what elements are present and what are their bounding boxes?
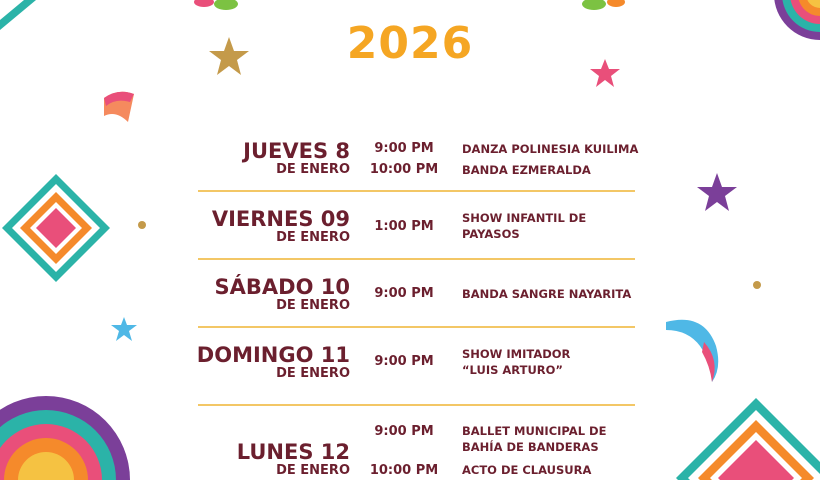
day-label: SÁBADO 10 [214, 275, 350, 299]
dot [752, 280, 762, 290]
event-title: BANDA EZMERALDA [462, 163, 591, 177]
event-time: 9:00 PM [374, 286, 434, 301]
event-title: SHOW IMITADOR “LUIS ARTURO” [462, 347, 571, 377]
event-time: 10:00 PM [369, 463, 439, 478]
day-label: LUNES 12 [236, 440, 350, 464]
event-title: BALLET MUNICIPAL DE BAHÍA DE BANDERAS [462, 424, 607, 454]
star-icon [696, 172, 738, 212]
event-time: 9:00 PM [374, 141, 434, 156]
event-title: DANZA POLINESIA KUILIMA [462, 142, 639, 156]
day-label: JUEVES 8 [243, 139, 350, 163]
dot [137, 220, 147, 230]
event-time: 10:00 PM [369, 162, 439, 177]
month-label: DE ENERO [276, 298, 350, 313]
divider [198, 258, 635, 260]
event-title: SHOW INFANTIL DE PAYASOS [462, 211, 587, 241]
day-label: DOMINGO 11 [196, 343, 350, 367]
leaf-decoration-left [192, 0, 242, 16]
year-title: 2026 [346, 18, 474, 69]
month-label: DE ENERO [276, 366, 350, 381]
day-label: VIERNES 09 [211, 207, 350, 231]
event-title: ACTO DE CLAUSURA [462, 463, 592, 477]
confetti-ribbon [664, 316, 724, 386]
month-label: DE ENERO [276, 463, 350, 478]
leaf-decoration-right [580, 0, 630, 16]
star-icon [110, 316, 138, 342]
event-time: 9:00 PM [374, 354, 434, 369]
event-time: 9:00 PM [374, 424, 434, 439]
divider [198, 326, 635, 328]
diamond-ornament-bottom-right [676, 398, 820, 480]
diamond-ornament-left [0, 172, 112, 284]
event-title: BANDA SANGRE NAYARITA [462, 287, 632, 301]
divider [198, 404, 635, 406]
month-label: DE ENERO [276, 162, 350, 177]
divider [198, 190, 635, 192]
month-label: DE ENERO [276, 230, 350, 245]
event-time: 1:00 PM [374, 219, 434, 234]
confetti-piece [100, 88, 140, 124]
paper-fan-bottom-left [0, 368, 130, 480]
